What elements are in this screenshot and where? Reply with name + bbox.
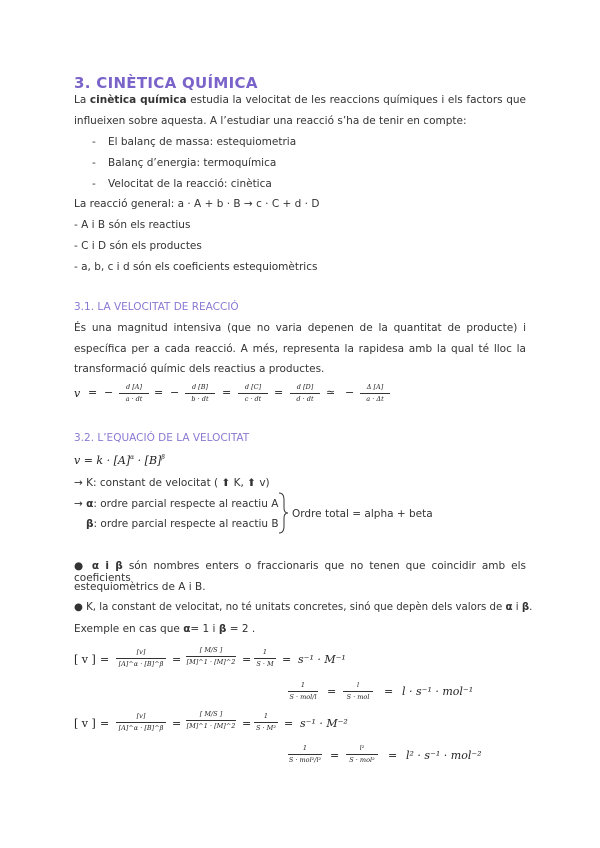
eq-frac-d: $\frac{d [D]}{d \cdot dt}$ bbox=[290, 383, 320, 404]
example-line: Exemple en cas que α= 1 i β = 2 . bbox=[74, 623, 256, 635]
intro-term: cinètica química bbox=[89, 94, 187, 106]
eq-equals: = bbox=[172, 717, 182, 730]
eq-equals: = bbox=[284, 717, 294, 730]
section-heading: 3.1. LA VELOCITAT DE REACCIÓ bbox=[74, 301, 239, 313]
section1-line-3: transformació químic dels reactius a productes. bbox=[74, 363, 325, 375]
reactants-note: - A i B són els reactius bbox=[74, 219, 191, 231]
note-alpha-beta: ● α i β són nombres enters o fraccionaris que no tenen que coincidir amb els coeficients bbox=[74, 560, 527, 584]
units-frac: $\frac{[ M/S ]}{[M]\^{}1 \cdot [M]\^{}2}$ bbox=[186, 646, 236, 666]
units-frac: $\frac{1}{\text{S · M²}}$ bbox=[254, 712, 278, 733]
eq-equals: = bbox=[388, 749, 398, 762]
beta-definition: β: ordre parcial respecte al reactiu B bbox=[86, 518, 279, 530]
note-k-units: ● K, la constant de velocitat, no té unitats concretes, sinó que depèn dels valors de α i β. bbox=[74, 602, 533, 613]
eq-equals: = bbox=[172, 653, 182, 666]
products-note: - C i D són els productes bbox=[74, 240, 202, 252]
units-result: s⁻¹ · M⁻² bbox=[300, 717, 348, 730]
units-frac: 1 S · mol/l bbox=[289, 681, 317, 701]
k-definition: → K: constant de velocitat ( ⬆ K, ⬆ v) bbox=[74, 477, 270, 489]
section1-line-2: específica per a cada reacció. A més, representa la rapidesa amb la qual té lloc la bbox=[74, 343, 526, 355]
intro-line-1 bbox=[74, 94, 526, 106]
eq-frac-a: $\frac{d [A]}{a \cdot dt}$ bbox=[119, 383, 149, 404]
total-order: Ordre total = alpha + beta bbox=[292, 508, 433, 520]
intro-line-2: influeixen sobre aquesta. A l’estudiar una reacció s’ha de tenir en compte: bbox=[74, 115, 467, 127]
bullet-dash: - bbox=[92, 178, 96, 190]
eq-equals: = bbox=[154, 386, 164, 399]
eq-v: v bbox=[74, 387, 81, 400]
units-frac: 1 S · mol²/l² bbox=[288, 744, 322, 764]
units-result: l · s⁻¹ · mol⁻¹ bbox=[402, 685, 474, 698]
eq-frac-c: $\frac{d [C]}{c \cdot dt}$ bbox=[238, 383, 268, 404]
eq-equals: = bbox=[100, 717, 110, 730]
section-heading: 3.2. L’EQUACIÓ DE LA VELOCITAT bbox=[74, 432, 250, 444]
units-frac: $\frac{[v]}{[A]\^{}\alpha \cdot [B]\^{}\beta}$ bbox=[116, 712, 166, 733]
bullet-dash: - bbox=[92, 136, 96, 148]
units-frac: $\frac{[ M/S ]}{[M]\^{}1 \cdot [M]\^{}2}$ bbox=[186, 710, 236, 730]
eq-frac-b: $\frac{d [B]}{b \cdot dt}$ bbox=[185, 383, 215, 404]
bullet-dash: - bbox=[92, 157, 96, 169]
units-lhs: [ v ] bbox=[74, 653, 96, 666]
eq-minus: − bbox=[170, 386, 180, 399]
bullet-item: Velocitat de la reacció: cinètica bbox=[108, 178, 272, 190]
eq-equals: = bbox=[88, 386, 98, 399]
eq-approx: ≃ bbox=[326, 386, 336, 399]
bullet-item: Balanç d’energia: termoquímica bbox=[108, 157, 277, 169]
general-reaction: La reacció general: a · A + b · B → c · C + d · D bbox=[74, 198, 320, 210]
coefficients-note: - a, b, c i d són els coeficients estequiomètrics bbox=[74, 261, 318, 273]
eq-equals: = bbox=[242, 717, 252, 730]
eq-equals: = bbox=[242, 653, 252, 666]
units-frac: l S · mol bbox=[343, 681, 373, 702]
eq-equals: = bbox=[222, 386, 232, 399]
eq-equals: = bbox=[282, 653, 292, 666]
alpha-definition: → α: ordre parcial respecte al reactiu A bbox=[74, 498, 279, 510]
units-result: l² · s⁻¹ · mol⁻² bbox=[406, 749, 482, 762]
eq-equals: = bbox=[327, 685, 337, 698]
units-lhs: [ v ] bbox=[74, 717, 96, 730]
intro-text-c: estudia la velocitat de les reaccions químiques i els factors que bbox=[186, 94, 526, 106]
section1-line-1: És una magnitud intensiva (que no varia depenen de la quantitat de producte) i bbox=[74, 322, 526, 334]
note-alpha-beta-2: estequiomètrics de A i B. bbox=[74, 581, 206, 593]
units-frac: $\frac{[v]}{[A]\^{}\alpha \cdot [B]\^{}\beta}$ bbox=[116, 648, 166, 669]
right-brace-icon bbox=[278, 492, 290, 534]
bullet-item: El balanç de massa: estequiometria bbox=[108, 136, 297, 148]
eq-minus: − bbox=[104, 386, 114, 399]
units-frac: $\frac{1}{S \cdot M}$ bbox=[254, 648, 276, 669]
eq-equals: = bbox=[330, 749, 340, 762]
eq-minus: − bbox=[345, 386, 355, 399]
page-title: 3. CINÈTICA QUÍMICA bbox=[74, 74, 258, 92]
intro-text-a: La bbox=[74, 94, 90, 106]
units-result: s⁻¹ · M⁻¹ bbox=[298, 653, 346, 666]
eq-equals: = bbox=[384, 685, 394, 698]
rate-law: $v = k \cdot [A]^\alpha \cdot [B]^\beta$ bbox=[74, 454, 165, 467]
eq-frac-delta: $\frac{\Delta [A]}{a \cdot \Delta t}$ bbox=[360, 383, 390, 404]
eq-equals: = bbox=[274, 386, 284, 399]
eq-equals: = bbox=[100, 653, 110, 666]
units-frac: l² S · mol² bbox=[346, 744, 378, 765]
